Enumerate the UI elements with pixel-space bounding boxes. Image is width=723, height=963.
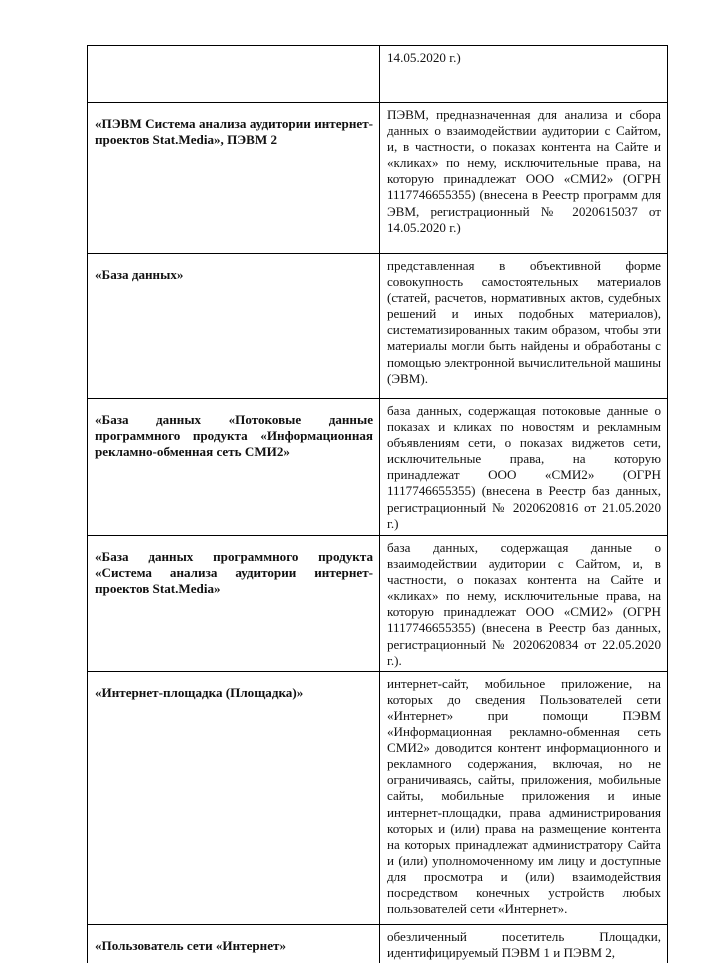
table-row [88,536,668,672]
term-cell: «Пользователь сети «Интернет» [88,924,380,963]
definition-cell: обезличенный посетитель Площадки, идентифицируемый ПЭВМ 1 и ПЭВМ 2, [380,924,668,963]
table-row [88,46,668,103]
table-row [88,924,668,963]
definition-cell: представленная в объективной форме совокупность самостоятельных материалов (статей, расчетов, нормативных актов, судебных решений и иных подобных материалов), систематизированных таким образом, чтобы эти материалы могли быть найдены и обработаны с помощью электронной вычислительной машины (ЭВМ). [380,254,668,399]
term-cell: «ПЭВМ Система анализа аудитории интернет-проектов Stat.Media», ПЭВМ 2 [88,103,380,254]
term-cell [88,46,380,103]
definitions-table [87,45,668,963]
term-cell: «Интернет-площадка (Площадка)» [88,671,380,924]
definition-cell: интернет-сайт, мобильное приложение, на которых до сведения Пользователей сети «Интернет» при помощи ПЭВМ «Информационная рекламно-обменная сеть СМИ2» доводится контент информационного и рекламного содержания, включая, но не ограничиваясь, сайты, приложения, мобильные сайты, мобильные приложения и иные интернет-площадки, права администрирования которых и (или) права на размещение контента на которых принадлежат администратору Сайта и (или) уполномоченному им лицу и доступные для просмотра и (или) взаимодействия посредством конечных устройств любых пользователей сети «Интернет». [380,671,668,924]
table-row [88,671,668,924]
definition-cell: ПЭВМ, предназначенная для анализа и сбора данных о взаимодействии аудитории с Сайтом, и, в частности, о показах контента на Сайте и «кликах» по нему, исключительные права, на которую принадлежат ООО «СМИ2» (ОГРН 1117746655355) (внесена в Реестр программ для ЭВМ, регистрационный № 2020615037 от 14.05.2020 г.) [380,103,668,254]
table-row [88,254,668,399]
term-cell: «База данных «Потоковые данные программного продукта «Информационная рекламно-обменная сеть СМИ2» [88,399,380,536]
table-row [88,103,668,254]
definition-cell: 14.05.2020 г.) [380,46,668,103]
term-cell: «База данных программного продукта «Система анализа аудитории интернет-проектов Stat.Media» [88,536,380,672]
definition-cell: база данных, содержащая данные о взаимодействии аудитории с Сайтом, и, в частности, о показах контента на Сайте и «кликах» по нему, исключительные права, на которую принадлежат ООО «СМИ2» (ОГРН 1117746655355) (внесена в Реестр баз данных, регистрационный № 2020620834 от 22.05.2020 г.). [380,536,668,672]
table-row [88,399,668,536]
term-cell: «База данных» [88,254,380,399]
definition-cell: база данных, содержащая потоковые данные о показах и кликах по новостям и рекламным объявлениям сети, о показах виджетов сети, исключительные права, на которую принадлежат ООО «СМИ2» (ОГРН 1117746655355) (внесена в Реестр баз данных, регистрационный № 2020620816 от 21.05.2020 г.) [380,399,668,536]
